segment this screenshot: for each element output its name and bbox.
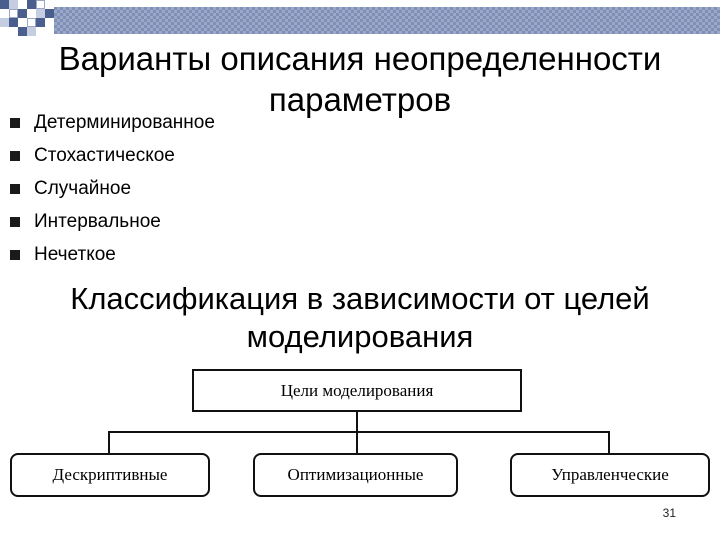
square-bullet-icon bbox=[10, 118, 20, 128]
connector-middle-down bbox=[356, 431, 358, 453]
connector-right-down bbox=[608, 431, 610, 453]
slide-title: Варианты описания неопределенности параметров bbox=[58, 40, 662, 118]
classification-diagram bbox=[0, 360, 720, 510]
connector-left-down bbox=[108, 431, 110, 453]
bullet-item bbox=[10, 205, 215, 238]
square-bullet-icon bbox=[10, 184, 20, 194]
diagram-child-box: Оптимизационные bbox=[253, 453, 458, 497]
bullet-item bbox=[10, 172, 215, 205]
diagram-child-box: Управленческие bbox=[510, 453, 710, 497]
diagram-root-box: Цели моделирования bbox=[192, 369, 522, 412]
square-bullet-icon bbox=[10, 217, 20, 227]
section-subtitle: Классификация в зависимости от целей моделирования bbox=[70, 281, 650, 354]
bullet-item bbox=[10, 139, 215, 172]
bullet-text: Детерминированное bbox=[34, 112, 215, 133]
bullet-text: Нечеткое bbox=[34, 244, 116, 265]
connector-root-down bbox=[356, 412, 358, 432]
square-bullet-icon bbox=[10, 250, 20, 260]
square-bullet-icon bbox=[10, 151, 20, 161]
header-checker-decoration bbox=[0, 0, 54, 42]
header-bar bbox=[54, 7, 720, 34]
diagram-child-box: Дескриптивные bbox=[10, 453, 210, 497]
bullet-text: Интервальное bbox=[34, 211, 161, 232]
bullet-text: Случайное bbox=[34, 178, 132, 199]
bullet-list bbox=[10, 106, 215, 271]
page-number: 31 bbox=[662, 506, 676, 520]
bullet-text: Стохастическое bbox=[34, 145, 175, 166]
bullet-item bbox=[10, 238, 215, 271]
bullet-item bbox=[10, 106, 215, 139]
connector-horizontal bbox=[108, 431, 610, 433]
